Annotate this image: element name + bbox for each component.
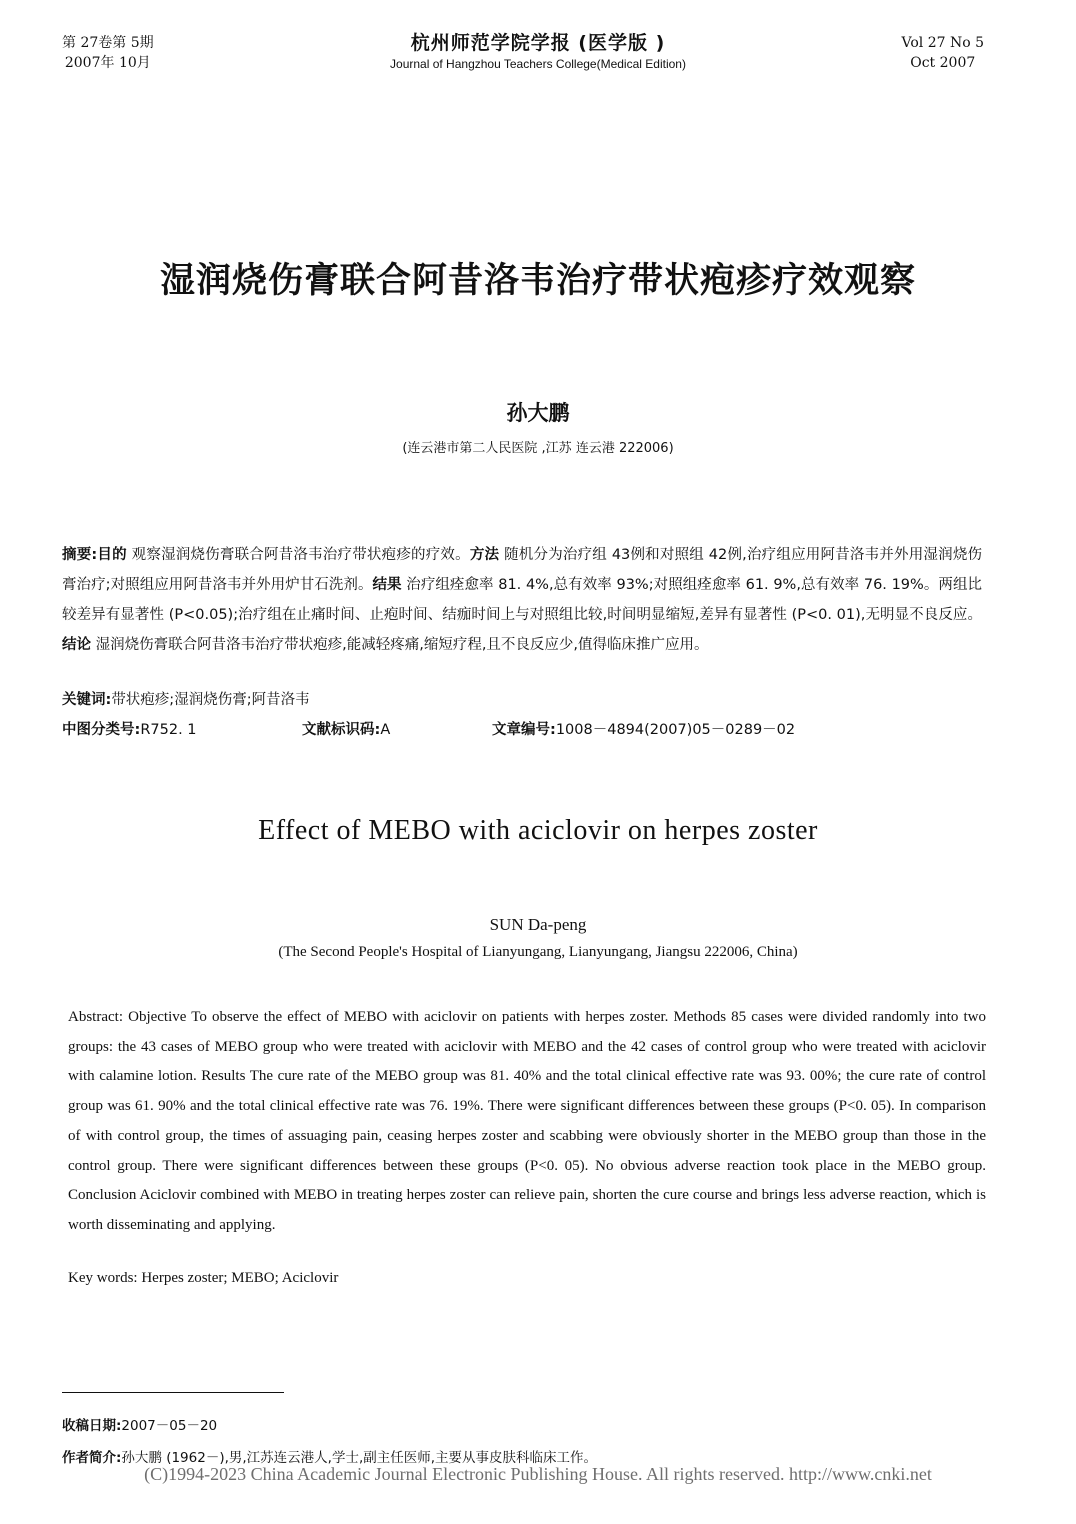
methods-text-cn: 随机分为治疗组 43例和对照组 42例,治疗组应用阿昔洛韦并外用湿润烧伤膏治疗;对照组应用阿昔洛韦并外用炉甘石洗剂。: [62, 547, 983, 593]
conclusion-text-cn: 湿润烧伤膏联合阿昔洛韦治疗带状疱疹,能减轻疼痛,缩短疗程,且不良反应少,值得临床推广应用。: [91, 637, 709, 653]
author-cn: 孙大鹏: [506, 400, 570, 425]
keywords-value-en: Herpes zoster; MEBO; Aciclovir: [137, 1270, 339, 1286]
received-date: [62, 1414, 217, 1434]
objective-text-en: To observe the effect of MEBO with aciclovir on patients with herpes zoster.: [186, 1009, 674, 1025]
methods-label-en: Methods: [673, 1009, 727, 1025]
author-en: SUN Da-peng: [489, 915, 587, 934]
article-title-en: Effect of MEBO with aciclovir on herpes zoster: [258, 815, 818, 846]
author-bio-label: 作者简介:: [62, 1450, 122, 1466]
results-label-en: Results: [201, 1068, 246, 1085]
clc-code: [62, 718, 197, 742]
objective-label-en: Objective: [128, 1009, 187, 1025]
results-label-cn: 结果: [372, 577, 402, 593]
abstract-en: [68, 1003, 986, 1241]
copyright-watermark: (C)1994-2023 China Academic Journal Electronic Publishing House. All rights reserved. http://www.cnki.net: [144, 1464, 932, 1484]
article-title-cn: 湿润烧伤膏联合阿昔洛韦治疗带状疱疹疗效观察: [159, 261, 916, 301]
issue-volume: 第 27卷第 5期: [62, 35, 154, 51]
article-label: 文章编号:: [492, 722, 556, 738]
received-value: 2007－05－20: [121, 1418, 218, 1434]
journal-name-cn: 杭州师范学院学报 (医学版 ): [410, 32, 666, 54]
article-number: [492, 718, 795, 742]
abstract-cn: [62, 540, 982, 660]
results-text-cn: 治疗组痊愈率 81. 4%,总有效率 93%;对照组痊愈率 61. 9%,总有效率 76. 19%。两组比较差异有显著性 (P<0.05);治疗组在止痛时间、止疱时间、结痂时间上与对照组比较,时间明显缩短,差异有显著性 (P<0. 01),无明显不良反应。: [62, 577, 982, 623]
abstract-label-cn: 摘要:: [62, 547, 98, 563]
objective-text-cn: 观察湿润烧伤膏联合阿昔洛韦治疗带状疱疹的疗效。: [126, 547, 470, 563]
received-label: 收稿日期:: [62, 1418, 122, 1434]
issue-date: 2007年 10月: [64, 55, 151, 71]
affiliation-cn: (连云港市第二人民医院 ,江苏 连云港 222006): [402, 441, 674, 456]
methods-label-cn: 方法: [469, 547, 500, 563]
journal-name-en: Journal of Hangzhou Teachers College(Medical Edition): [390, 57, 686, 71]
conclusion-text-en: Aciclovir combined with MEBO in treating herpes zoster can relieve pain, shorten the cure course and brings less adverse reaction, which is worth disseminating and applying.: [68, 1187, 986, 1233]
doc-code: [302, 718, 390, 742]
abstract-label-en: Abstract:: [68, 1009, 123, 1025]
clc-label: 中图分类号:: [62, 722, 141, 738]
keywords-value-cn: 带状疱疹;湿润烧伤膏;阿昔洛韦: [111, 692, 310, 708]
keywords-cn: [62, 688, 982, 712]
doc-value: A: [380, 722, 391, 738]
issue-info-en: [902, 33, 984, 73]
article-value: 1008－4894(2007)05－0289－02: [555, 722, 796, 738]
keywords-label-en: Key words:: [68, 1270, 138, 1286]
issue-volume-en: Vol 27 No 5: [901, 35, 984, 51]
keywords-en: [68, 1270, 986, 1287]
results-text-en: The cure rate of the MEBO group was 81. 40% and the total clinical effective rate was 93. 00%; the cure rate of control group was 61. 90% and the total clinical effective rate was 76. 19%. There were significant differences between these groups (P<0. 05). In comparison of with control group, the times of assuaging pain, ceasing herpes zoster and scabbing were obviously shorter in the MEBO group than those in the control group. There were significant differences between these groups (P<0. 05). No obvious adverse reaction took place in the MEBO group.: [68, 1068, 986, 1174]
methods-text-en: 85 cases were divided randomly into two groups: the 43 cases of MEBO group who were treated with aciclovir with MEBO and the 42 cases of control group who were treated with aciclovir with calamine lotion.: [68, 1009, 987, 1085]
objective-label-cn: 目的: [97, 547, 127, 563]
conclusion-label-en: Conclusion: [68, 1187, 137, 1204]
issue-date-en: Oct 2007: [910, 55, 976, 71]
doc-label: 文献标识码:: [302, 722, 381, 738]
affiliation-en: (The Second People's Hospital of Lianyungang, Lianyungang, Jiangsu 222006, China): [278, 944, 798, 960]
author-bio: [62, 1446, 597, 1466]
footnote-divider: [62, 1392, 284, 1393]
keywords-label-cn: 关键词:: [62, 692, 112, 708]
clc-value: R752. 1: [140, 722, 197, 738]
conclusion-label-cn: 结论: [62, 637, 91, 653]
author-bio-value: 孙大鹏 (1962－),男,江苏连云港人,学士,副主任医师,主要从事皮肤科临床工作。: [121, 1450, 598, 1466]
